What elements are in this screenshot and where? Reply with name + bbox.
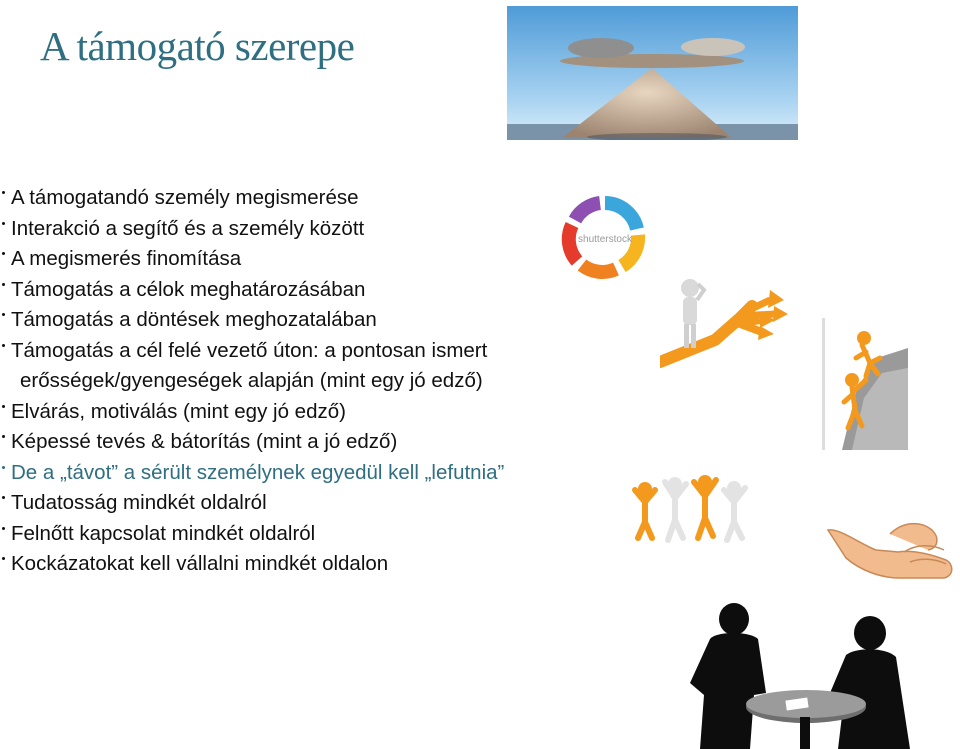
- bullet-item: A megismerés finomítása: [0, 244, 600, 275]
- bullet-item: Támogatás a célok meghatározásában: [0, 275, 600, 306]
- balance-stones-image: [507, 6, 798, 140]
- climbing-figures-image: [822, 318, 908, 450]
- bullet-list: [0, 183, 600, 580]
- slide-title: A támogató szerepe: [40, 23, 355, 69]
- bullet-item: Támogatás a cél felé vezető úton: a pontosan ismert: [0, 336, 600, 367]
- bullet-item: Kockázatokat kell vállalni mindkét oldalon: [0, 549, 600, 580]
- cycle-arrows-image: [560, 195, 650, 280]
- meeting-silhouettes-image: [670, 603, 960, 749]
- bullet-item-continuation: erősségek/gyengeségek alapján (mint egy jó edző): [20, 369, 483, 392]
- bullet-item: Interakció a segítő és a személy között: [0, 214, 600, 245]
- bullet-item: Felnőtt kapcsolat mindkét oldalról: [0, 519, 600, 550]
- watermark-text: shutterstock: [578, 234, 632, 245]
- cheering-figures-image: [630, 462, 752, 550]
- thinking-figure-paths-image: [660, 270, 790, 368]
- bullet-item: Elvárás, motiválás (mint egy jó edző): [0, 397, 600, 428]
- bullet-item: A támogatandó személy megismerése: [0, 183, 600, 214]
- bullet-item: Tudatosság mindkét oldalról: [0, 488, 600, 519]
- helping-hand-image: [820, 500, 960, 582]
- bullet-item: Képessé tevés & bátorítás (mint a jó edző): [0, 427, 600, 458]
- bullet-item: Támogatás a döntések meghozatalában: [0, 305, 600, 336]
- bullet-item-highlight: De a „távot” a sérült személynek egyedül kell „lefutnia”: [0, 458, 600, 489]
